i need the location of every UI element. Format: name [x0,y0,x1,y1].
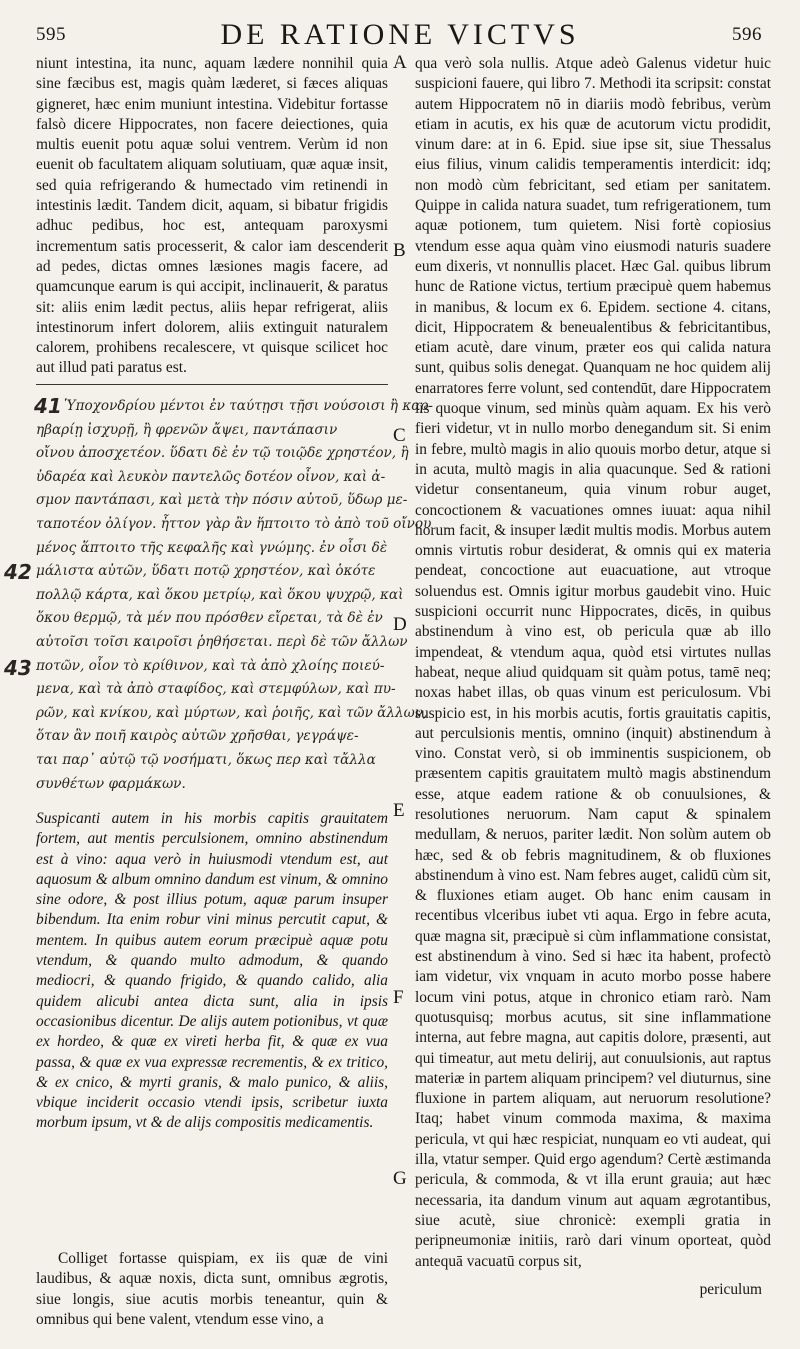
margin-letter-f: F [393,987,404,1008]
margin-letter-c: C [393,425,406,446]
greek-line: ποτῶν, οἷον τὸ κρίθινον, καὶ τὰ ἀπὸ χλοίης ποιεύ- [36,657,385,674]
greek-line: ταποτέον ὀλίγον. ἧττον γὰρ ἂν ἥπτοιτο τὸ ἀπὸ τοῦ οἴνου [36,515,432,532]
margin-letter-a: A [393,52,407,73]
margin-letter-g: G [393,1168,407,1189]
greek-line: μένος ἅπτοιτο τῆς κεφαλῆς καὶ γνώμης. ἐν οἷσι δὲ [36,539,388,556]
commentary-paragraph-final: Colliget fortasse quispiam, ex iis quæ de vini laudibus, & aquæ noxis, dicta sunt, omnibus ægrotis, siue longis, siue acutis morbis teneantur, quin & omnibus qui bene valent, vtendum esse vino, a [36,1250,388,1328]
greek-line: σμον παντάπασι, καὶ μετὰ τὴν πόσιν αὐτοῦ, ὕδωρ με- [36,492,408,509]
greek-line: ηβαρίῃ ἰσχυρῇ, ἢ φρενῶν ἄψει, παντάπασιν [36,421,338,438]
marginal-number-43: 43 [4,656,32,680]
greek-line: αὐτοῖσι τοῖσι καιροῖσι ῥηθήσεται. περὶ δὲ τῶν ἄλλων [36,633,408,650]
page-number-right: 596 [732,24,762,45]
commentary-continuation: qua verò sola nullis. Atque adeò Galenus videtur huic suspicioni fauere, qui libro 7. Methodi ita scripsit: constat autem Hippocratem nō in diariis modò febribus, verùm etiam in acutis, ex his quæ de acutorum victu prodidit, vinum dare: at in 6. Epid. siue ipse sit, siue Thessalus eius filius, vinum calidis temperamentis interdicit: idq; non modò cùm febricitant, sed etiam per sanitatem. Quippe in calida natura suadet, tum refrigerationem, tum aquæ potionem, tum quietem. Nisi fortè copiosius vtendum esse aqua quàm vino eiusmodi naturis suadere eum dixeris, vt nonnullis placet. Hæc Gal. quibus librum hunc de Ratione victus, tertium præcipuè quem habemus in manibus, & locum ex 6. Epidem. sectione 4. citans, dicit, Hippocratem & beneualentibus & febricitantibus, etiam acutè, dare vinum, præter eos qui calida natura sunt, quibus solis denegat. Quanquam ne hoc quidem alij enarratores ferre volunt, sed contendūt, dare Hippocratem iis quoque vinum, sed minùs quàm aquam. Ex his verò fieri videtur, vt in nullo morbo denegandum sit. Si enim in febre, multò magis in alio quouis morbo detur, atque si in acuta, multò magis in alia quacunque. Sed & rationi videtur consentaneum, quia vinum robur auget, concoctionem & vacuationes omnes iuuat: aqua nihil horum facit, & insuper lædit multis modis. Morbus autem omnis virtutis robur desiderat, & omnis qui ex materia pendeat, concoctione aut euacuatione, aut vtroque soluendus est. Omnis igitur morbus gaudebit vino. Huic suspicioni occurrit nunc Hippocrates, dicēs, in quibus abstinendum à vino est, ob pericula quæ ab illo impendeat, & vtendum aqua, quòd etsi virtutes nullas habeat, neque aliud quidquam sit quàm potus, tamē neq; noxas habet illas, ob quas vinum est periculosum. Vbi suspicio est, in his morbis acutis, fortis grauitatis capitis, aut perculsionis mentis, omnino (inquit) abstinendum à vino. Constat verò, si ob imminentis suspicionem, ob præsentem capitis grauitatem multò magis abstinendum esse, atque eadem ratione & ob conuulsiones, & resolutiones neruorum. Nam caput & spinalem medullam, & neruos, pariter lædit. Non solùm autem ob hæc, sed & ob febris magnitudinem, & ob fluxiones abstinendum à vino est. Nam febres auget, calidū cùm sit, & fluxiones etiam auget. Ob hanc enim causam in recentibus vlceribus iubet vti aqua. Ergo in febre acuta, quæ magna sit, præcipuè si cùm inflammatione consistat, est abstinendum à vino. Sed si hæc ita habent, profectò iam videtur, vix vnquam in acuto morbo posse habere locum vini potus, atque in chronico etiam rarò. Nam quotusquisq; morbus acutus, sit sine inflammatione interna, aut febre magna, aut capitis dolore, præsenti, aut qui timeatur, aut metu delirij, aut conuulsionis, aut raptus materiæ in partem aliquam principem? vel diuturnus, sine fluxione in partem aliquam, aut neruorum resolutione? Itaq; habet vinum commoda maxima, & maxima pericula, vt qui hæc respiciat, nunquam eo vti audeat, qui illa, vtatur semper. Quid ergo agendum? Certè æstimanda pericula, & commoda, & vt illa erunt grauia; aut hæc necessaria, ita dandum vinum aut aquam ægrotantibus, siue acutè, siue chronicè: exempli gratia in peripneumoniæ initiis, rarò dari vinum oporteat, quòd antequā vacuatū corpus sit, [415,55,771,1270]
greek-line: ὅταν ἂν ποιῆ καιρὸς αὐτῶν χρῆσθαι, γεγράψε- [36,728,359,745]
greek-line: ὑδαρέα καὶ λευκὸν παντελῶς δοτέον οἶνον, καὶ ἀ- [36,468,386,485]
greek-line: Ὑποχονδρίου μέντοι ἐν ταύτῃσι τῇσι νούσοισι ἢ καρ- [64,398,434,414]
section-rule [36,384,388,385]
margin-letter-e: E [393,800,405,821]
page-number-left: 595 [36,24,66,45]
catchword: periculum [699,1281,762,1298]
greek-line: ὅκου θερμῷ, τὰ μέν που πρόσθεν εἴρεται, τὰ δὲ ἐν [36,610,383,627]
latin-translation: Suspicanti autem in his morbis capitis grauitatem fortem, aut mentis perculsionem, omnino abstinendum est à vino: aqua verò in huiusmodi vtendum est, aut aquosum & album omnino dandum est vinum, & omnino sine odore, & post illius potum, aquæ parum insuper bibendum. Ita enim robur vini minus percutit caput, & mentem. In quibus autem eorum præcipuè aquæ potu vtendum, & quando multo admodum, & quando mediocri, & quando frigido, & quando calido, alia quidem alicubi antea dicta sunt, alia in ipsis occasionibus dicentur. De alijs autem potionibus, vt quæ ex hordeo, & quæ ex vireti herba fit, & quæ ex vua passa, & quæ ex vua expressæ recrementis, & ex tritico, & ex cnico, & myrti granis, & malo punico, & aliis, vbique inciderit occasio vtendi ipsis, scribetur iuxta morbum ipsum, vt & de alijs compositis medicamentis. [36,810,388,1132]
greek-line: μενα, καὶ τὰ ἀπὸ σταφίδος, καὶ στεμφύλων, καὶ πυ- [36,681,396,698]
right-column [415,54,771,1279]
marginal-number-42: 42 [4,560,32,584]
running-title: DE RATIONE VICTVS [220,18,580,51]
marginal-number-41: 41 [34,394,62,418]
greek-text-block [4,394,434,799]
greek-line: μάλιστα αὐτῶν, ὕδατι ποτῷ χρηστέον, καὶ ὁκότε [36,563,376,580]
margin-letter-b: B [393,240,406,261]
commentary-paragraph: niunt intestina, ita nunc, aquam lædere nonnihil quia sine fæcibus est, magis quàm læderet, si fæces aliquas gigneret, hæc enim muniunt intestina. Videbitur fortasse falsò dicere Hippocrates, non facere deiectiones, quia multis euenit potu aquæ solui ventrem. Verùm id non euenit ob facultatem aliquam solutiuam, quæ aquæ insit, sed quia refrigerando & humectado vim retinendi in intestinis lædit. Tandem dicit, aquam, si bibatur frigidis adhuc pedibus, hoc est, antequam paroxysmi incrementum satis processerit, & calor iam descenderit ad pedes, dictas omnes læsiones magis facere, ad quamcunque earum is qui accipit, inclinauerit, & paratus sit: aliis enim lædit pectus, aliis hepar refrigerat, aliis intestinorum infert dolorem, aliis extinguit naturalem calorem, prohibens recalescere, vt quisque scilicet hoc aut illud pati paratus est. [36,55,388,377]
greek-line: πολλῷ κάρτα, καὶ ὅκου μετρίῳ, καὶ ὅκου ψυχρῷ, καὶ [36,586,404,603]
greek-line: ρῶν, καὶ κνίκου, καὶ μύρτων, καὶ ῥοιῆς, καὶ τῶν ἄλλων, [36,704,428,721]
left-column [4,54,434,1349]
greek-line: οἴνου ἀποσχετέον. ὕδατι δὲ ἐν τῷ τοιῷδε χρηστέον, ἢ [36,445,409,462]
greek-line: ται παρ᾽ αὐτῷ τῷ νοσήματι, ὅκως περ καὶ τἄλλα [36,751,376,768]
margin-letter-d: D [393,614,407,635]
greek-line: συνθέτων φαρμάκων. [36,775,186,792]
